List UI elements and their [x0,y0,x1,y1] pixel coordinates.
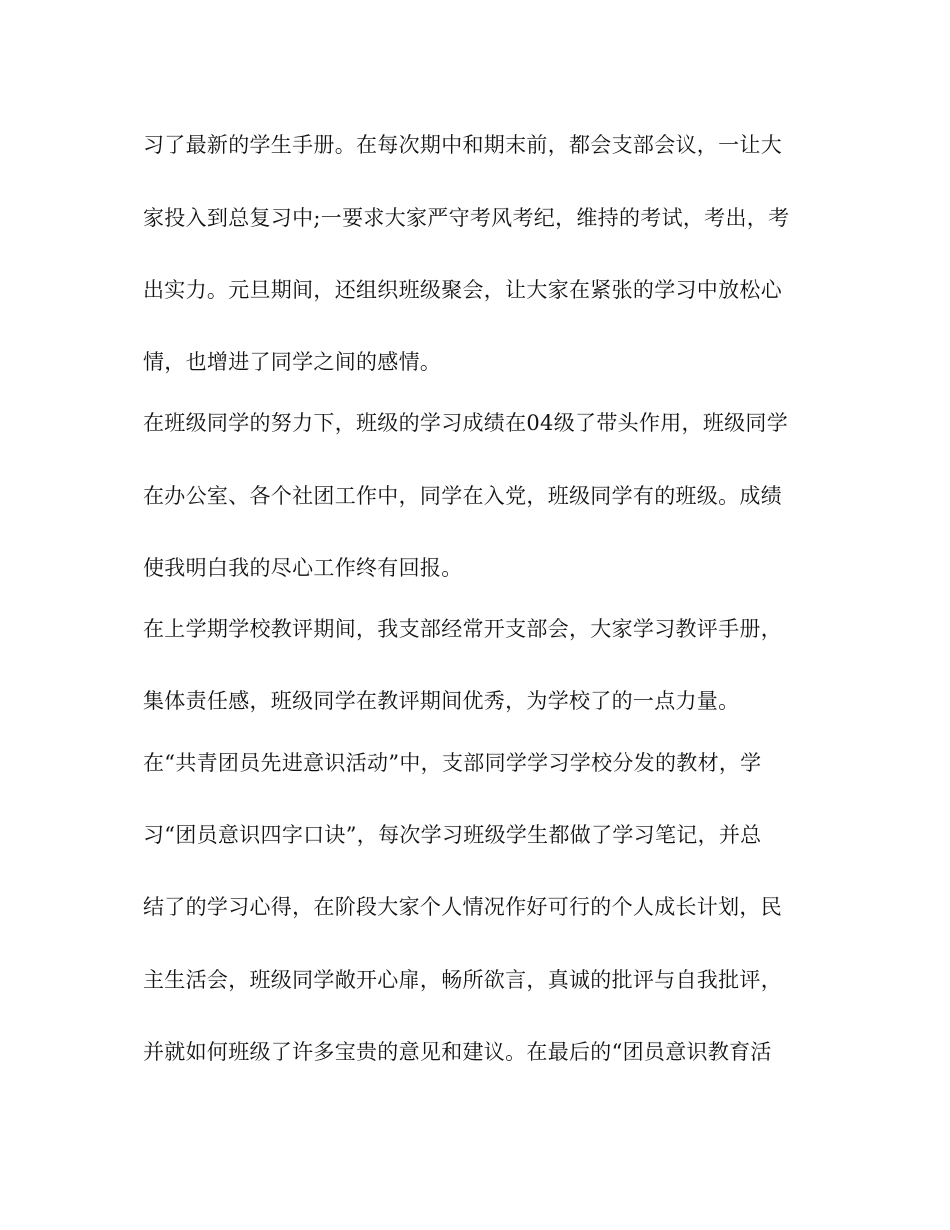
text-line: 出实力。元旦期间，还组织班级聚会，让大家在紧张的学习中放松心 [143,278,782,302]
text-line: 习“团员意识四字口诀”，每次学习班级学生都做了学习笔记，并总 [143,823,762,847]
text-line: 在班级同学的努力下，班级的学习成绩在04级了带头作用，班级同学 [143,411,789,435]
text-line: 家投入到总复习中;一要求大家严守考风考纪，维持的考试，考出，考 [143,206,790,230]
text-line: 集体责任感，班级同学在教评期间优秀，为学校了的一点力量。 [143,689,740,713]
text-line: 在“共青团员先进意识活动”中，支部同学学习学校分发的教材，学 [143,751,762,775]
text-line: 并就如何班级了许多宝贵的意见和建议。在最后的“团员意识教育活 [143,1040,772,1064]
text-line: 习了最新的学生手册。在每次期中和期末前，都会支部会议，一让大 [143,133,782,157]
text-line: 在上学期学校教评期间，我支部经常开支部会，大家学习教评手册， [143,617,782,641]
text-line: 情，也增进了同学之间的感情。 [143,350,442,374]
text-line: 主生活会，班级同学敞开心扉，畅所欲言，真诚的批评与自我批评， [143,968,782,992]
text-line: 在办公室、各个社团工作中，同学在入党，班级同学有的班级。成绩 [143,484,782,508]
text-line: 结了的学习心得，在阶段大家个人情况作好可行的个人成长计划，民 [143,895,782,919]
text-line: 使我明白我的尽心工作终有回报。 [143,556,463,580]
